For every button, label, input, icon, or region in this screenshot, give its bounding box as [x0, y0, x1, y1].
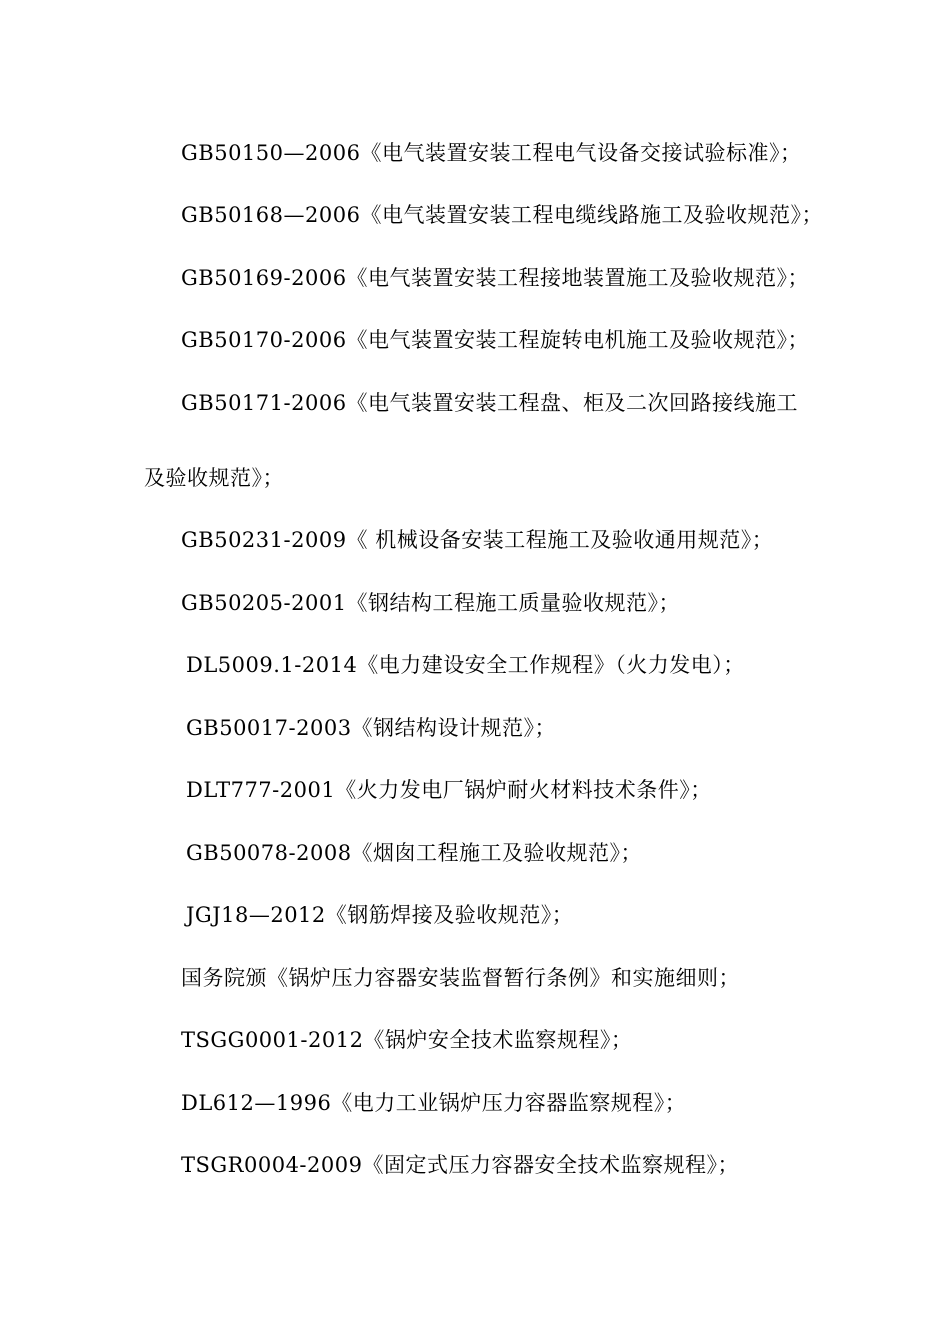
standard-line-gb50150: GB50150—2006《电气装置安装工程电气设备交接试验标准》；	[181, 141, 802, 165]
standard-line-gb50171: GB50171-2006《电气装置安装工程盘、柜及二次回路接线施工	[181, 391, 799, 415]
standard-line-gb50231: GB50231-2009《 机械设备安装工程施工及验收通用规范》；	[181, 528, 774, 552]
standard-line-gb50168: GB50168—2006《电气装置安装工程电缆线路施工及验收规范》；	[181, 203, 823, 227]
standard-line-dl612: DL612—1996《电力工业锅炉压力容器监察规程》；	[181, 1091, 687, 1115]
standard-line-dlt777: DLT777-2001《火力发电厂锅炉耐火材料技术条件》；	[186, 778, 712, 802]
standard-line-dl5009: DL5009.1-2014《电力建设安全工作规程》（火力发电）；	[186, 653, 745, 677]
standard-line-gb50017: GB50017-2003《钢结构设计规范》；	[186, 716, 557, 740]
standard-line-state-council: 国务院颁《锅炉压力容器安装监督暂行条例》和实施细则；	[181, 966, 740, 990]
standard-line-jgj18: JGJ18—2012《钢筋焊接及验收规范》；	[186, 903, 574, 927]
standard-line-gb50169: GB50169-2006《电气装置安装工程接地装置施工及验收规范》；	[181, 266, 810, 290]
standard-line-gb50171-continuation: 及验收规范》；	[144, 466, 284, 490]
standard-line-gb50205: GB50205-2001《钢结构工程施工质量验收规范》；	[181, 591, 681, 615]
standard-line-tsgg0001: TSGG0001-2012《锅炉安全技术监察规程》；	[181, 1028, 633, 1052]
standard-line-tsgr0004: TSGR0004-2009《固定式压力容器安全技术监察规程》；	[181, 1153, 739, 1177]
standard-line-gb50078: GB50078-2008《烟囱工程施工及验收规范》；	[186, 841, 643, 865]
standard-line-gb50170: GB50170-2006《电气装置安装工程旋转电机施工及验收规范》；	[181, 328, 810, 352]
